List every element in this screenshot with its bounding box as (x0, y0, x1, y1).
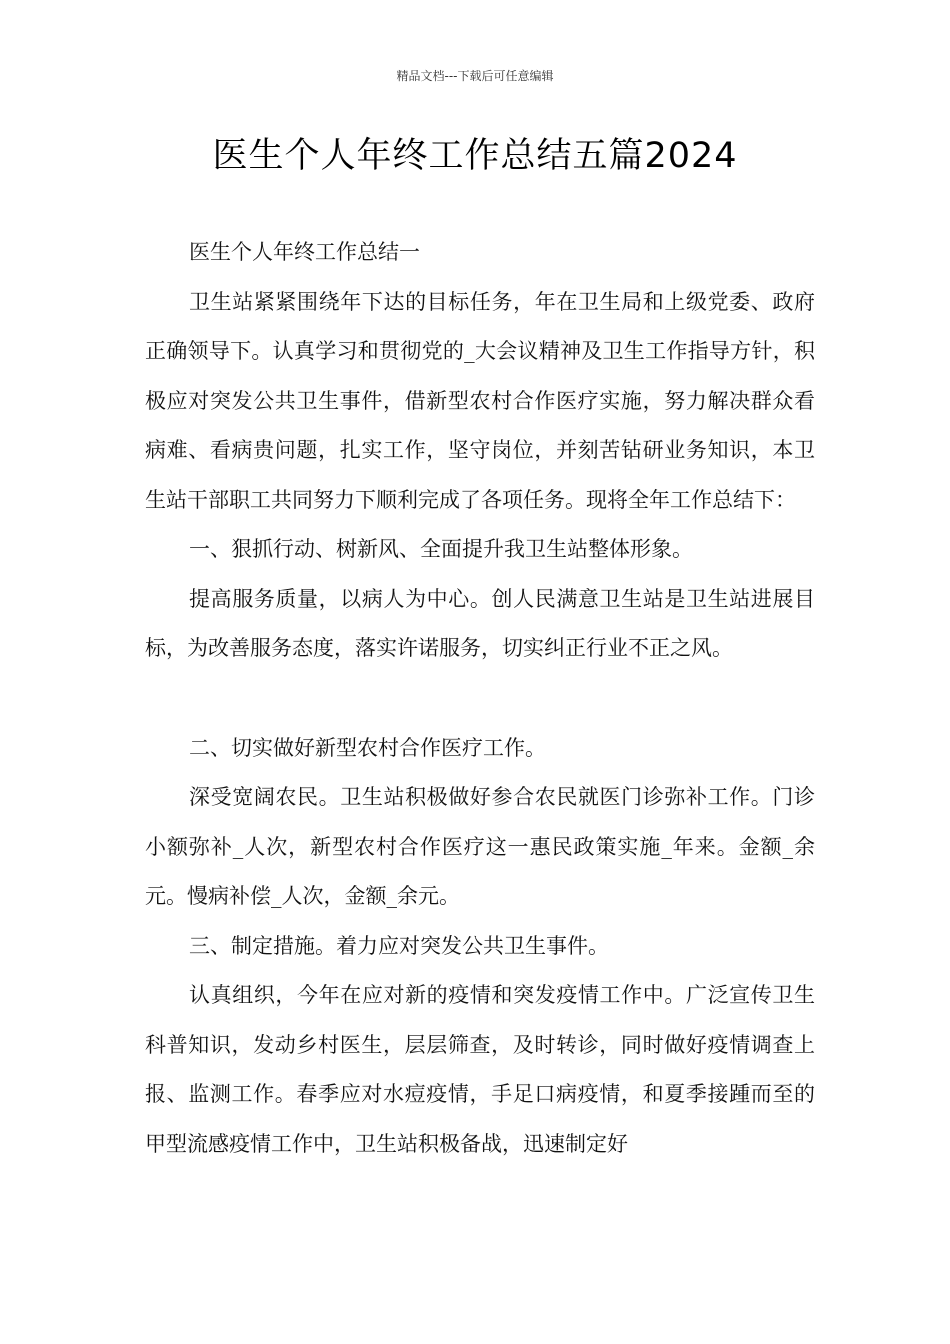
blank-line (145, 674, 815, 724)
document-title: 医生个人年终工作总结五篇2024 (212, 136, 738, 176)
heading-three: 三、制定措施。着力应对突发公共卫生事件。 (189, 933, 609, 958)
document-body (145, 228, 815, 1169)
paragraph-intro: 卫生站紧紧围绕年下达的目标任务，年在卫生局和上级党委、政府正确领导下。认真学习和贯彻党的_大会议精神及卫生工作指导方针，积极应对突发公共卫生事件，借新型农村合作医疗实施，努力解决群众看病难、看病贵问题，扎实工作，坚守岗位，并刻苦钻研业务知识，本卫生站干部职工共同努力下顺利完成了各项任务。现将全年工作总结下： (145, 289, 815, 512)
section-subtitle: 医生个人年终工作总结一 (189, 240, 420, 264)
heading-two: 二、切实做好新型农村合作医疗工作。 (189, 735, 546, 760)
paragraph-medical-cooperation: 深受宽阔农民。卫生站积极做好参合农民就医门诊弥补工作。门诊小额弥补_人次，新型农村合作医疗这一惠民政策实施_年来。金额_余元。慢病补偿_人次，金额_余元。 (145, 785, 815, 908)
paragraph-service: 提高服务质量，以病人为中心。创人民满意卫生站是卫生站进展目标，为改善服务态度，落实许诺服务，切实纠正行业不正之风。 (145, 586, 815, 660)
heading-one: 一、狠抓行动、树新风、全面提升我卫生站整体形象。 (189, 537, 693, 561)
header-note: 精品文档---下载后可任意编辑 (396, 69, 554, 83)
paragraph-epidemic: 认真组织，今年在应对新的疫情和突发疫情工作中。广泛宣传卫生科普知识，发动乡村医生，层层筛查，及时转诊，同时做好疫情调查上报、监测工作。春季应对水痘疫情，手足口病疫情，和夏季接踵而至的甲型流感疫情工作中，卫生站积极备战，迅速制定好 (145, 983, 815, 1156)
